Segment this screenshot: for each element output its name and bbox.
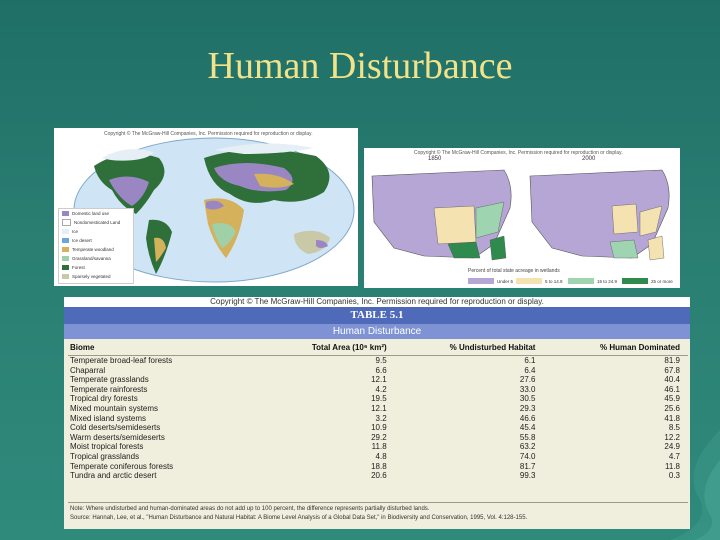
- cell-area: 29.2: [371, 432, 387, 442]
- slide-title: Human Disturbance: [207, 45, 513, 87]
- cell-area: 3.2: [375, 413, 387, 423]
- cell-dominated: 12.2: [664, 432, 680, 442]
- cell-undisturbed: 6.4: [524, 365, 536, 375]
- cell-biome: Warm deserts/semideserts: [70, 432, 165, 442]
- table-row: [68, 375, 688, 385]
- cell-dominated: 46.1: [664, 384, 680, 394]
- cell-dominated: 0.3: [668, 471, 680, 481]
- cell-dominated: 40.4: [664, 375, 680, 385]
- world-map-legend: [58, 208, 134, 284]
- legend-label: Nondomesticated Land: [74, 220, 121, 225]
- cell-area: 12.1: [371, 403, 387, 413]
- cell-undisturbed: 27.6: [519, 375, 536, 385]
- legend-item: [59, 236, 133, 245]
- year-label-2000: 2000: [582, 156, 596, 162]
- cell-dominated: 81.9: [664, 356, 680, 365]
- cell-biome: Mixed mountain systems: [70, 403, 159, 413]
- cell-dominated: 41.8: [664, 413, 680, 423]
- cell-undisturbed: 33.0: [519, 384, 536, 394]
- cell-undisturbed: 6.1: [524, 356, 536, 365]
- cell-area: 11.8: [371, 442, 387, 452]
- cell-biome: Temperate grasslands: [70, 375, 149, 385]
- cell-undisturbed: 74.0: [519, 451, 536, 461]
- cell-area: 6.6: [375, 365, 387, 375]
- cell-area: 4.8: [375, 451, 387, 461]
- table-row: [68, 404, 688, 414]
- legend-item: [59, 263, 133, 272]
- us-legend-item: [516, 278, 563, 284]
- table-divider: [68, 502, 688, 503]
- table-header-row: [68, 339, 688, 356]
- cell-dominated: 25.6: [664, 403, 680, 413]
- cell-biome: Tropical dry forests: [70, 394, 138, 404]
- legend-swatch: [62, 211, 69, 216]
- legend-swatch: [468, 278, 494, 284]
- world-map-caption: Copyright © The McGraw-Hill Companies, Inc. Permission required for reproduction or display.: [104, 131, 313, 137]
- legend-swatch: [62, 247, 69, 252]
- cell-biome: Chaparral: [70, 365, 106, 375]
- cell-biome: Moist tropical forests: [70, 442, 144, 452]
- table-row: [68, 385, 688, 395]
- cell-dominated: 45.9: [664, 394, 680, 404]
- cell-undisturbed: 29.3: [519, 403, 536, 413]
- data-table: [68, 339, 688, 481]
- us-wetlands-figure: [364, 148, 680, 288]
- table-name: Human Disturbance: [64, 324, 690, 339]
- table-row: [68, 423, 688, 433]
- table-row: [68, 442, 688, 452]
- legend-label: Sparsely vegetated: [72, 274, 111, 279]
- legend-label: 15 to 24.9: [597, 278, 618, 284]
- table-copyright: Copyright © The McGraw-Hill Companies, Inc. Permission required for reproduction or display.: [64, 297, 690, 307]
- legend-item: [59, 218, 133, 227]
- human-disturbance-table: [64, 297, 690, 529]
- header-undisturbed: % Undisturbed Habitat: [387, 339, 536, 356]
- legend-label: 5 to 14.9: [545, 278, 563, 284]
- us-legend-title: Percent of total state acreage in wetlands: [468, 268, 560, 274]
- legend-label: 25 or more: [651, 278, 673, 284]
- legend-label: Ice: [72, 229, 79, 234]
- legend-swatch: [622, 278, 648, 284]
- cell-undisturbed: 46.6: [519, 413, 536, 423]
- legend-swatch: [62, 274, 69, 279]
- table-row: [68, 356, 688, 366]
- legend-item: [59, 209, 133, 218]
- cell-undisturbed: 81.7: [519, 461, 536, 471]
- world-map-figure: [54, 128, 358, 286]
- cell-biome: Tropical grasslands: [70, 451, 140, 461]
- cell-biome: Tundra and arctic desert: [70, 471, 157, 481]
- cell-dominated: 4.7: [668, 451, 680, 461]
- table-note: Note: Where undisturbed and human-dominated areas do not add up to 100 percent, the difference represents partially disturbed lands.: [70, 506, 430, 512]
- cell-biome: Cold deserts/semideserts: [70, 423, 161, 433]
- decorative-wave: [600, 430, 720, 540]
- legend-label: Forest: [72, 265, 85, 270]
- cell-dominated: 11.8: [665, 461, 680, 471]
- us-legend-item: [568, 278, 617, 284]
- cell-biome: Mixed island systems: [70, 413, 147, 423]
- legend-swatch: [62, 229, 69, 234]
- legend-swatch: [62, 265, 69, 270]
- legend-swatch: [62, 238, 69, 243]
- table-row: [68, 414, 688, 424]
- cell-undisturbed: 55.8: [519, 432, 536, 442]
- table-source: Source: Hannah, Lee, et al., "Human Disturbance and Natural Habitat: A Biome Level Analysis of a Global Data Set," in Biodiversity and Conservation, 1995, Vol. 4:128-155.: [70, 515, 528, 521]
- legend-swatch: [516, 278, 542, 284]
- legend-label: Domestic land use: [72, 211, 110, 216]
- cell-dominated: 24.9: [664, 442, 680, 452]
- year-label-1850: 1850: [428, 156, 442, 162]
- cell-area: 9.5: [375, 356, 387, 365]
- legend-swatch: [568, 278, 594, 284]
- legend-label: Ice desert: [72, 238, 92, 243]
- table-number: TABLE 5.1: [64, 307, 690, 324]
- legend-label: Grassland/savanna: [72, 256, 111, 261]
- table-row: [68, 452, 688, 462]
- cell-undisturbed: 45.4: [519, 423, 536, 433]
- cell-undisturbed: 30.5: [519, 394, 536, 404]
- cell-area: 20.6: [371, 471, 387, 481]
- cell-area: 18.8: [371, 461, 387, 471]
- us-map-caption: Copyright © The McGraw-Hill Companies, Inc. Permission required for reproduction or display.: [414, 150, 623, 156]
- cell-dominated: 67.8: [664, 365, 680, 375]
- us-legend-item: [468, 278, 513, 284]
- cell-dominated: 8.5: [668, 423, 680, 433]
- cell-undisturbed: 63.2: [519, 442, 536, 452]
- cell-biome: Temperate rainforests: [70, 384, 148, 394]
- header-total-area: Total Area (10⁶ km²): [281, 339, 386, 356]
- table-row: [68, 471, 688, 481]
- legend-label: Under 5: [497, 278, 514, 284]
- us-legend-item: [622, 278, 673, 284]
- table-row: [68, 462, 688, 472]
- legend-item: [59, 272, 133, 281]
- cell-biome: Temperate broad-leaf forests: [70, 356, 173, 365]
- legend-swatch: [62, 256, 69, 261]
- cell-area: 12.1: [371, 375, 387, 385]
- cell-area: 10.9: [371, 423, 387, 433]
- legend-item: [59, 254, 133, 263]
- cell-undisturbed: 99.3: [519, 471, 536, 481]
- table-row: [68, 366, 688, 376]
- header-biome: Biome: [68, 339, 281, 356]
- legend-item: [59, 227, 133, 236]
- us-maps-image: [364, 162, 680, 280]
- legend-label: Temperate woodland: [72, 247, 114, 252]
- header-human-dominated: % Human Dominated: [535, 339, 688, 356]
- legend-item: [59, 245, 133, 254]
- cell-area: 19.5: [371, 394, 387, 404]
- legend-swatch: [62, 219, 71, 226]
- table-row: [68, 433, 688, 443]
- table-row: [68, 394, 688, 404]
- cell-area: 4.2: [375, 384, 387, 394]
- cell-biome: Temperate coniferous forests: [70, 461, 174, 471]
